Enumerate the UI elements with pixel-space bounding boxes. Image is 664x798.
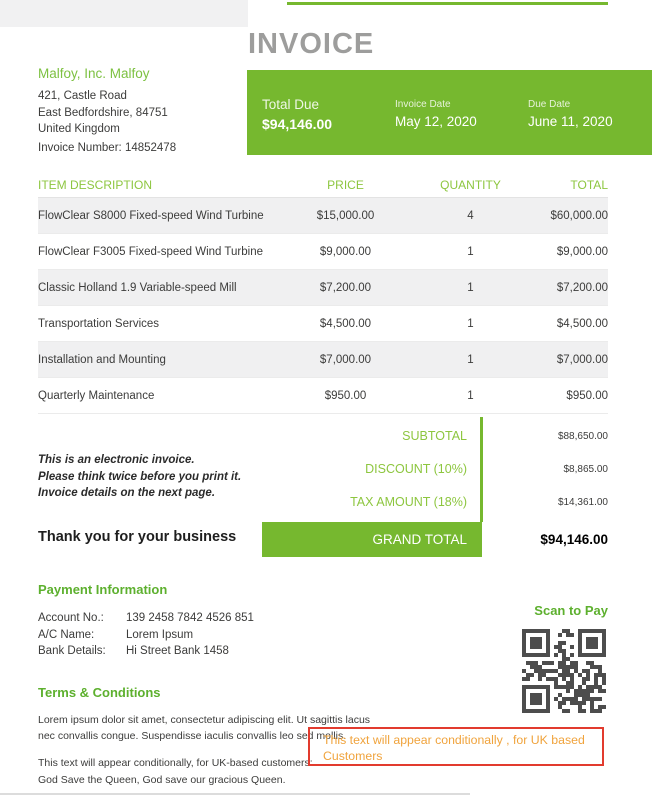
item-price: $9,000.00 xyxy=(319,245,372,258)
page-bottom-divider xyxy=(0,793,470,795)
discount-value: $8,865.00 xyxy=(563,464,608,475)
payment-fields xyxy=(38,610,254,660)
item-price: $15,000.00 xyxy=(316,209,375,222)
terms-line: nec convallis congue. Suspendisse iaculis convallis leo sed mollis. xyxy=(38,730,347,742)
conditional-text-annotation-box: This text will appear conditionally , for UK based Customers xyxy=(308,727,604,766)
bank-details-value: Hi Street Bank 1458 xyxy=(126,645,229,657)
item-price: $4,500.00 xyxy=(319,317,372,330)
account-number-value: 139 2458 7842 4526 851 xyxy=(126,612,254,624)
due-date-label: Due Date xyxy=(528,99,571,110)
conditional-terms-paragraph xyxy=(38,755,313,788)
item-price: $7,000.00 xyxy=(319,353,372,366)
payment-information-heading: Payment Information xyxy=(38,582,168,597)
item-total: $9,000.00 xyxy=(556,245,608,258)
item-price: $950.00 xyxy=(324,389,367,402)
invoice-number-value: 14852478 xyxy=(124,142,177,154)
eco-note xyxy=(38,452,241,502)
items-table-header xyxy=(38,172,608,198)
terms-conditions-heading: Terms & Conditions xyxy=(38,685,161,700)
scan-to-pay-label: Scan to Pay xyxy=(534,603,608,618)
item-description: FlowClear S8000 Fixed-speed Wind Turbine xyxy=(38,209,264,222)
account-name-value: Lorem Ipsum xyxy=(126,628,194,641)
totals-labels xyxy=(262,420,467,519)
invoice-date-value: May 12, 2020 xyxy=(395,114,477,129)
subtotal-label: SUBTOTAL xyxy=(402,429,467,443)
col-header-description: ITEM DESCRIPTION xyxy=(38,177,153,192)
item-description: FlowClear F3005 Fixed-speed Wind Turbine xyxy=(38,245,263,258)
terms-line: This text will appear conditionally, for UK-based customers: xyxy=(38,757,313,769)
invoice-date-label: Invoice Date xyxy=(395,99,451,110)
terms-line: God Save the Queen, God save our gracious Queen. xyxy=(38,773,286,786)
eco-note-line: Invoice details on the next page. xyxy=(38,487,216,499)
item-quantity: 1 xyxy=(467,281,474,294)
grand-total-bar: GRAND TOTAL xyxy=(262,522,482,557)
item-description: Quarterly Maintenance xyxy=(38,389,155,402)
discount-label: DISCOUNT (10%) xyxy=(365,462,467,476)
thank-you-note: Thank you for your business xyxy=(38,529,237,545)
item-total: $7,000.00 xyxy=(556,353,608,366)
invoice-number xyxy=(38,142,176,154)
bank-details-label: Bank Details: xyxy=(38,645,106,657)
item-total: $4,500.00 xyxy=(556,317,608,330)
item-price: $7,200.00 xyxy=(319,281,372,294)
item-quantity: 1 xyxy=(467,389,474,402)
subtotal-value: $88,650.00 xyxy=(557,431,608,442)
total-due-value: $94,146.00 xyxy=(262,116,333,132)
payment-field xyxy=(38,610,254,627)
table-row xyxy=(38,198,608,234)
tax-amount-value: $14,361.00 xyxy=(557,497,608,508)
item-total: $7,200.00 xyxy=(556,281,608,294)
eco-note-line: This is an electronic invoice. xyxy=(38,454,195,466)
table-row xyxy=(38,342,608,378)
due-date-value: June 11, 2020 xyxy=(528,114,613,129)
company-name: Malfoy, Inc. Malfoy xyxy=(38,66,150,81)
invoice-number-label: Invoice Number: xyxy=(38,142,122,154)
col-header-price: PRICE xyxy=(327,177,364,192)
top-left-gray-strip xyxy=(0,0,248,27)
total-due-block xyxy=(262,97,332,182)
invoice-summary-box xyxy=(247,70,652,155)
item-quantity: 1 xyxy=(467,245,474,258)
col-header-total: TOTAL xyxy=(570,177,608,192)
tax-amount-label: TAX AMOUNT (18%) xyxy=(350,495,467,509)
table-row xyxy=(38,306,608,342)
grand-total-value: $94,146.00 xyxy=(540,532,608,547)
table-row xyxy=(38,270,608,306)
table-row xyxy=(38,378,608,414)
totals-divider-line xyxy=(480,417,483,522)
address-line: United Kingdom xyxy=(38,123,120,135)
col-header-quantity: QUANTITY xyxy=(440,177,501,192)
page-title: INVOICE xyxy=(248,28,375,60)
address-line: East Bedfordshire, 84751 xyxy=(38,106,168,119)
items-table xyxy=(38,172,608,414)
company-address xyxy=(38,88,168,138)
account-name-label: A/C Name: xyxy=(38,628,95,641)
qr-code xyxy=(521,628,607,714)
item-quantity: 1 xyxy=(467,353,474,366)
eco-note-line: Please think twice before you print it. xyxy=(38,470,242,483)
item-description: Installation and Mounting xyxy=(38,353,166,366)
terms-line: Lorem ipsum dolor sit amet, consectetur adipiscing elit. Ut sagittis lacus xyxy=(38,714,371,726)
item-description: Classic Holland 1.9 Variable-speed Mill xyxy=(38,281,237,294)
total-due-label: Total Due xyxy=(262,97,320,112)
address-line: 421, Castle Road xyxy=(38,90,127,102)
item-total: $950.00 xyxy=(566,389,608,402)
table-row xyxy=(38,234,608,270)
item-total: $60,000.00 xyxy=(550,209,608,222)
payment-field xyxy=(38,627,254,644)
item-quantity: 1 xyxy=(467,317,474,330)
account-number-label: Account No.: xyxy=(38,612,104,624)
item-quantity: 4 xyxy=(467,209,474,222)
item-description: Transportation Services xyxy=(38,317,160,330)
payment-field xyxy=(38,643,254,660)
top-accent-line xyxy=(287,2,608,5)
totals-values xyxy=(498,420,608,519)
